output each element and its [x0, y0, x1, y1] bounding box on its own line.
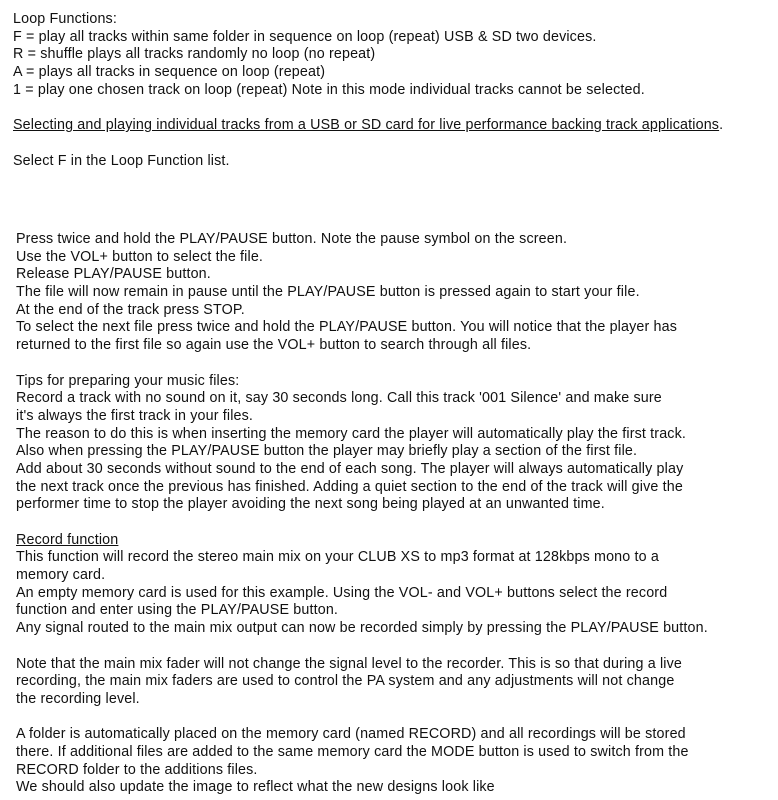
- selecting-heading-line: [13, 117, 723, 135]
- step-line: Press twice and hold the PLAY/PAUSE button. Note the pause symbol on the screen.: [16, 231, 568, 247]
- selecting-heading-suffix: .: [719, 117, 724, 134]
- record-line: Any signal routed to the main mix output can now be recorded simply by pressing the PLAY/PAUSE button.: [16, 620, 708, 637]
- loop-functions-heading: Loop Functions:: [13, 11, 117, 27]
- loop-function-item-a: A = plays all tracks in sequence on loop (repeat): [13, 64, 326, 81]
- loop-functions-section: [13, 11, 723, 170]
- folder-note-line: there. If additional files are added to the same memory card the MODE button is used to switch from the: [16, 743, 689, 760]
- tip-line: performer time to stop the player avoiding the next song being played at an unwanted time.: [16, 496, 605, 513]
- record-line: An empty memory card is used for this example. Using the VOL- and VOL+ buttons select the record: [16, 584, 668, 601]
- fader-note-line: recording, the main mix faders are used to control the PA system and any adjustments will not change: [16, 673, 675, 690]
- folder-note-line: RECORD folder to the additions files.: [16, 761, 258, 778]
- step-line: returned to the first file so again use the VOL+ button to search through all files.: [16, 337, 532, 354]
- tips-heading: Tips for preparing your music files:: [16, 372, 240, 389]
- selecting-heading: Selecting and playing individual tracks from a USB or SD card for live performance backing track applications: [13, 117, 720, 134]
- folder-note-line: We should also update the image to reflect what the new designs look like: [16, 779, 495, 796]
- step-line: Release PLAY/PAUSE button.: [16, 266, 211, 283]
- tip-line: Also when pressing the PLAY/PAUSE button the player may briefly play a section of the first file.: [16, 443, 638, 460]
- tip-line: The reason to do this is when inserting the memory card the player will automatically play the first track.: [16, 425, 687, 442]
- record-function-heading-line: [16, 532, 708, 550]
- loop-function-item-f: F = play all tracks within same folder in sequence on loop (repeat) USB & SD two devices.: [13, 28, 597, 45]
- tip-line: the next track once the previous has finished. Adding a quiet section to the end of the track will give the: [16, 478, 683, 495]
- instructions-section: [16, 231, 708, 797]
- step-line: Use the VOL+ button to select the file.: [16, 248, 264, 265]
- loop-function-item-1: 1 = play one chosen track on loop (repeat) Note in this mode individual tracks cannot be selected.: [13, 81, 645, 98]
- select-f-instruction: Select F in the Loop Function list.: [13, 152, 230, 169]
- tip-line: Add about 30 seconds without sound to the end of each song. The player will always automatically play: [16, 460, 684, 477]
- tip-line: Record a track with no sound on it, say 30 seconds long. Call this track '001 Silence' and make sure: [16, 390, 662, 407]
- tip-line: it's always the first track in your files.: [16, 407, 254, 424]
- record-line: This function will record the stereo main mix on your CLUB XS to mp3 format at 128kbps mono to a: [16, 549, 659, 566]
- loop-function-item-r: R = shuffle plays all tracks randomly no loop (no repeat): [13, 46, 376, 63]
- record-line: function and enter using the PLAY/PAUSE button.: [16, 602, 339, 619]
- record-function-heading: Record function: [16, 531, 119, 548]
- step-line: At the end of the track press STOP.: [16, 301, 245, 318]
- record-line: memory card.: [16, 567, 106, 584]
- fader-note-line: Note that the main mix fader will not change the signal level to the recorder. This is so that during a live: [16, 655, 682, 672]
- step-line: The file will now remain in pause until the PLAY/PAUSE button is pressed again to start your file.: [16, 284, 640, 301]
- step-line: To select the next file press twice and hold the PLAY/PAUSE button. You will notice that the player has: [16, 319, 678, 336]
- folder-note-line: A folder is automatically placed on the memory card (named RECORD) and all recordings will be stored: [16, 726, 686, 743]
- fader-note-line: the recording level.: [16, 690, 140, 707]
